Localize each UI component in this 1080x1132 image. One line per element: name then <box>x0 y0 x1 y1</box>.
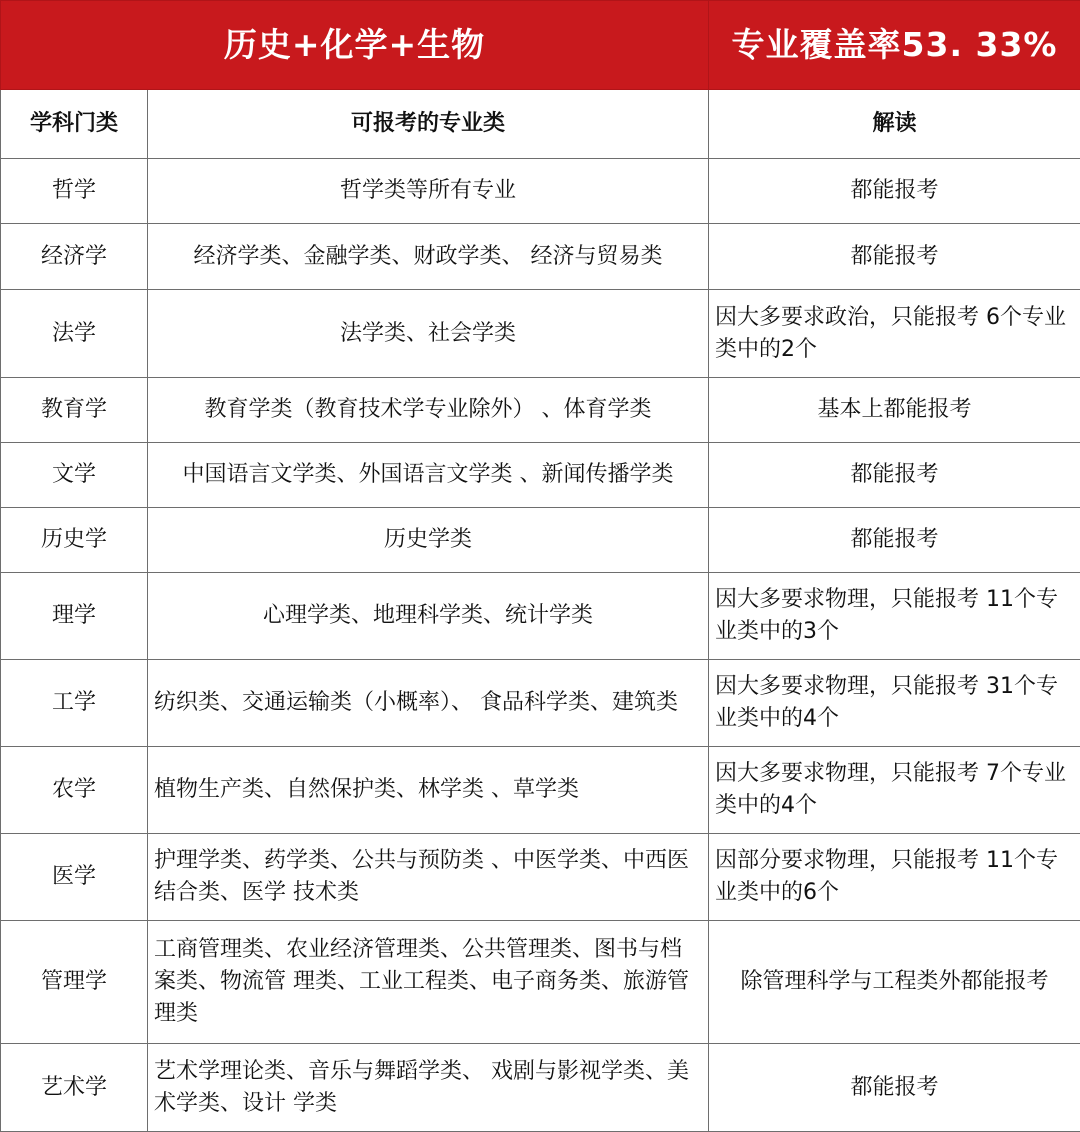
subject-cell: 医学 <box>1 834 148 921</box>
subject-cell: 管理学 <box>1 921 148 1044</box>
note-cell: 都能报考 <box>709 508 1080 573</box>
table-row <box>1 159 1080 224</box>
header-subject: 学科门类 <box>1 90 148 159</box>
note-cell: 基本上都能报考 <box>709 378 1080 443</box>
majors-cell: 艺术学理论类、音乐与舞蹈学类、 戏剧与影视学类、美术学类、设计 学类 <box>148 1044 709 1132</box>
subject-cell: 法学 <box>1 290 148 378</box>
note-cell: 因大多要求物理，只能报考 7个专业类中的4个 <box>709 747 1080 834</box>
header-majors: 可报考的专业类 <box>148 90 709 159</box>
table-row <box>1 508 1080 573</box>
note-cell: 因部分要求物理，只能报考 11个专业类中的6个 <box>709 834 1080 921</box>
subject-cell: 经济学 <box>1 224 148 290</box>
subject-cell: 工学 <box>1 660 148 747</box>
header-note: 解读 <box>709 90 1080 159</box>
majors-cell: 心理学类、地理科学类、统计学类 <box>148 573 709 660</box>
subject-cell: 历史学 <box>1 508 148 573</box>
note-cell: 都能报考 <box>709 159 1080 224</box>
majors-cell: 教育学类（教育技术学专业除外） 、体育学类 <box>148 378 709 443</box>
majors-cell: 中国语言文学类、外国语言文学类 、新闻传播学类 <box>148 443 709 508</box>
table-row <box>1 834 1080 921</box>
note-cell: 都能报考 <box>709 1044 1080 1132</box>
table-row <box>1 660 1080 747</box>
note-cell: 因大多要求物理，只能报考 31个专业类中的4个 <box>709 660 1080 747</box>
coverage-rate: 专业覆盖率53. 33% <box>709 1 1080 90</box>
banner-row <box>1 1 1080 90</box>
table-row <box>1 573 1080 660</box>
note-cell: 除管理科学与工程类外都能报考 <box>709 921 1080 1044</box>
note-cell: 因大多要求物理，只能报考 11个专业类中的3个 <box>709 573 1080 660</box>
table-row <box>1 378 1080 443</box>
note-cell: 都能报考 <box>709 443 1080 508</box>
header-row <box>1 90 1080 159</box>
table-row <box>1 224 1080 290</box>
subject-cell: 农学 <box>1 747 148 834</box>
table-row <box>1 1044 1080 1132</box>
combination-title: 历史+化学+生物 <box>1 1 709 90</box>
table-row <box>1 747 1080 834</box>
majors-cell: 纺织类、交通运输类（小概率）、 食品科学类、建筑类 <box>148 660 709 747</box>
majors-cell: 植物生产类、自然保护类、林学类 、草学类 <box>148 747 709 834</box>
note-cell: 因大多要求政治，只能报考 6个专业类中的2个 <box>709 290 1080 378</box>
table-row <box>1 290 1080 378</box>
majors-cell: 经济学类、金融学类、财政学类、 经济与贸易类 <box>148 224 709 290</box>
note-cell: 都能报考 <box>709 224 1080 290</box>
subject-cell: 教育学 <box>1 378 148 443</box>
subject-cell: 哲学 <box>1 159 148 224</box>
table-row <box>1 443 1080 508</box>
subject-cell: 艺术学 <box>1 1044 148 1132</box>
majors-cell: 哲学类等所有专业 <box>148 159 709 224</box>
majors-cell: 法学类、社会学类 <box>148 290 709 378</box>
majors-cell: 历史学类 <box>148 508 709 573</box>
subject-cell: 文学 <box>1 443 148 508</box>
table-row <box>1 921 1080 1044</box>
subject-cell: 理学 <box>1 573 148 660</box>
majors-cell: 护理学类、药学类、公共与预防类 、中医学类、中西医结合类、医学 技术类 <box>148 834 709 921</box>
majors-cell: 工商管理类、农业经济管理类、公共管理类、图书与档案类、物流管 理类、工业工程类、电子商务类、旅游管理类 <box>148 921 709 1044</box>
